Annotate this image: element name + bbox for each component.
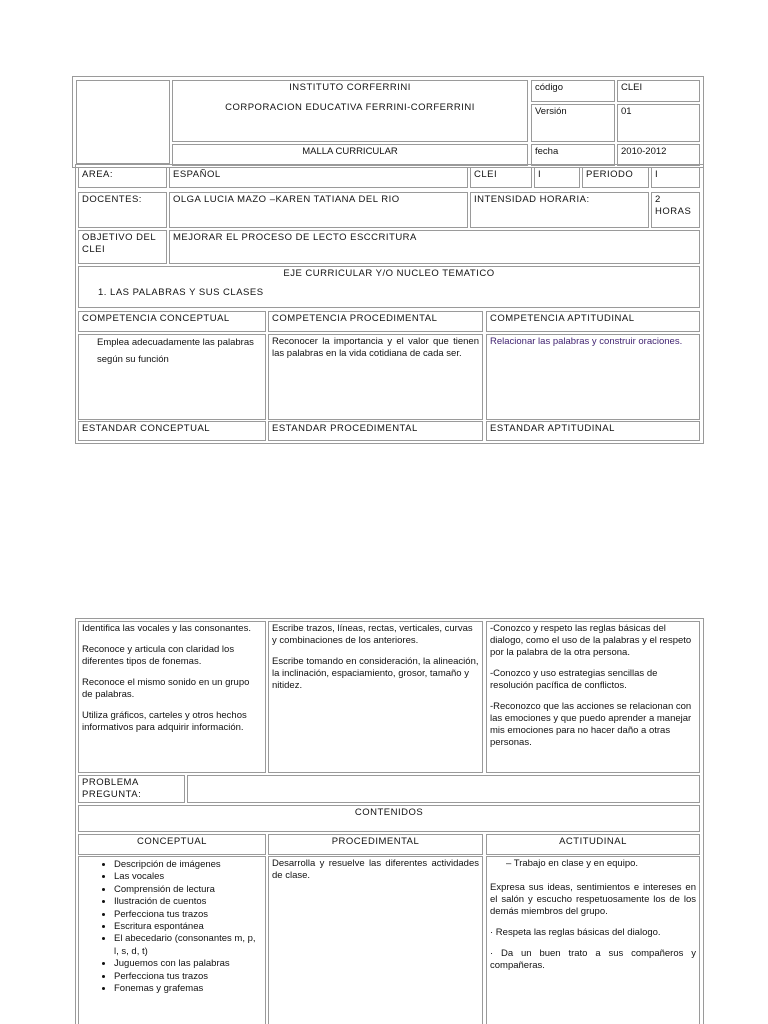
list-item: • Descripción de imágenes (114, 859, 262, 871)
estandar-conceptual-item: Reconoce el mismo sonido en un grupo de palabras. (82, 677, 250, 700)
contenidos-conceptual-label: CONCEPTUAL (78, 834, 266, 855)
eje-item: 1. LAS PALABRAS Y SUS CLASES (98, 287, 264, 298)
clei-label: CLEI (470, 167, 532, 188)
estandar-conceptual-item: Reconoce y articula con claridad los diferentes tipos de fonemas. (82, 644, 235, 667)
competencia-aptitudinal-label: COMPETENCIA APTITUDINAL (486, 311, 700, 332)
periodo-label: PERIODO (582, 167, 649, 188)
estandar-aptitudinal-item: -Reconozco que las acciones se relacionan con las emociones y que puedo aprender a manejar mis emociones para no hacer daño a otras personas. (490, 701, 692, 748)
competencia-conceptual-label: COMPETENCIA CONCEPTUAL (78, 311, 266, 332)
contenidos-title: CONTENIDOS (78, 805, 700, 832)
contenidos-actitudinal-label: ACTITUDINAL (486, 834, 700, 855)
problema-label (78, 775, 185, 803)
estandar-aptitudinal-item: -Conozco y respeto las reglas básicas del dialogo, como el uso de la palabras y el respeto por la palabra de la otra persona. (490, 623, 692, 658)
malla-title: MALLA CURRICULAR (172, 144, 528, 166)
objetivo-value: MEJORAR EL PROCESO DE LECTO ESCCRITURA (169, 230, 700, 264)
codigo-label: código (531, 80, 615, 102)
list-item: • Juguemos con las palabras (114, 958, 262, 970)
conceptual-bullet-list (82, 859, 262, 995)
estandar-conceptual-label: ESTANDAR CONCEPTUAL (78, 421, 266, 441)
list-item: • El abecedario (consonantes m, p, l, s, d, t) (114, 933, 262, 958)
actitudinal-item: · Respeta las reglas básicas del dialogo. (490, 927, 661, 938)
clei-value: I (534, 167, 580, 188)
competencia-conceptual-line-1: Emplea adecuadamente las palabras (97, 337, 254, 348)
eje-title: EJE CURRICULAR Y/O NUCLEO TEMATICO (283, 268, 495, 279)
estandar-procedimental-item: Escribe trazos, líneas, rectas, verticales, curvas y combinaciones de los anteriores. (272, 623, 473, 646)
estandar-conceptual-content (78, 621, 266, 773)
actitudinal-item: – Trabajo en clase y en equipo. (506, 858, 639, 869)
competencia-procedimental-label: COMPETENCIA PROCEDIMENTAL (268, 311, 483, 332)
periodo-value: I (651, 167, 700, 188)
intensidad-number: 2 (655, 194, 661, 205)
estandar-conceptual-item: Identifica las vocales y las consonantes. (82, 623, 251, 634)
estandar-procedimental-content (268, 621, 483, 773)
estandar-procedimental-item: Escribe tomando en consideración, la alineación, la inclinación, espaciamiento, grosor, tamaño y nitidez. (272, 656, 479, 691)
actitudinal-item: Expresa sus ideas, sentimientos e intereses en el salón y escucho respetuosamente los de los demás miembros del grupo. (490, 882, 696, 917)
problema-label-line-1: PROBLEMA (82, 777, 139, 788)
estandar-conceptual-item: Utiliza gráficos, carteles y otros hechos informativos para adquirir información. (82, 710, 247, 733)
objetivo-label (78, 230, 167, 264)
contenidos-actitudinal-list (486, 856, 700, 1024)
docentes-label: DOCENTES: (78, 192, 167, 228)
objetivo-label-line-2: CLEI (82, 244, 106, 255)
intensidad-value (651, 192, 700, 228)
version-value: 01 (617, 104, 700, 142)
list-item: • Ilustración de cuentos (114, 896, 262, 908)
intensidad-unit: HORAS (655, 206, 692, 217)
list-item: • Escritura espontánea (114, 921, 262, 933)
fecha-label: fecha (531, 144, 615, 166)
list-item: • Perfecciona tus trazos (114, 971, 262, 983)
intensidad-label: INTENSIDAD HORARIA: (470, 192, 649, 228)
fecha-value: 2010-2012 (617, 144, 700, 166)
logo-cell (76, 80, 170, 164)
competencia-aptitudinal-text: Relacionar las palabras y construir oraciones. (486, 334, 700, 420)
estandar-aptitudinal-label: ESTANDAR APTITUDINAL (486, 421, 700, 441)
contenidos-conceptual-list (78, 856, 266, 1024)
estandar-aptitudinal-item: -Conozco y uso estrategias sencillas de resolución pacífica de conflictos. (490, 668, 658, 691)
version-label: Versión (531, 104, 615, 142)
competencia-conceptual-text (78, 334, 266, 420)
codigo-value: CLEI (617, 80, 700, 102)
area-value: ESPAÑOL (169, 167, 468, 188)
list-item: • Fonemas y grafemas (114, 983, 262, 995)
contenidos-procedimental-text: Desarrolla y resuelve las diferentes actividades de clase. (268, 856, 483, 1024)
problema-value (187, 775, 700, 803)
objetivo-label-line-1: OBJETIVO DEL (82, 232, 157, 243)
estandar-aptitudinal-content (486, 621, 700, 773)
list-item: • Las vocales (114, 871, 262, 883)
institution-cell (172, 80, 528, 142)
eje-cell (78, 266, 700, 308)
estandar-procedimental-label: ESTANDAR PROCEDIMENTAL (268, 421, 483, 441)
area-label: AREA: (78, 167, 167, 188)
list-item: • Comprensión de lectura (114, 884, 262, 896)
docentes-value: OLGA LUCIA MAZO –KAREN TATIANA DEL RIO (169, 192, 468, 228)
competencia-procedimental-text: Reconocer la importancia y el valor que tienen las palabras en la vida cotidiana de cada ser. (268, 334, 483, 420)
institute-name: INSTITUTO CORFERRINI (289, 82, 411, 93)
list-item: • Perfecciona tus trazos (114, 909, 262, 921)
corporation-name: CORPORACION EDUCATIVA FERRINI-CORFERRINI (225, 102, 475, 113)
problema-label-line-2: PREGUNTA: (82, 789, 142, 800)
actitudinal-item: · Da un buen trato a sus compañeros y compañeras. (490, 948, 696, 971)
competencia-conceptual-line-2: según su función (97, 354, 169, 365)
contenidos-procedimental-label: PROCEDIMENTAL (268, 834, 483, 855)
